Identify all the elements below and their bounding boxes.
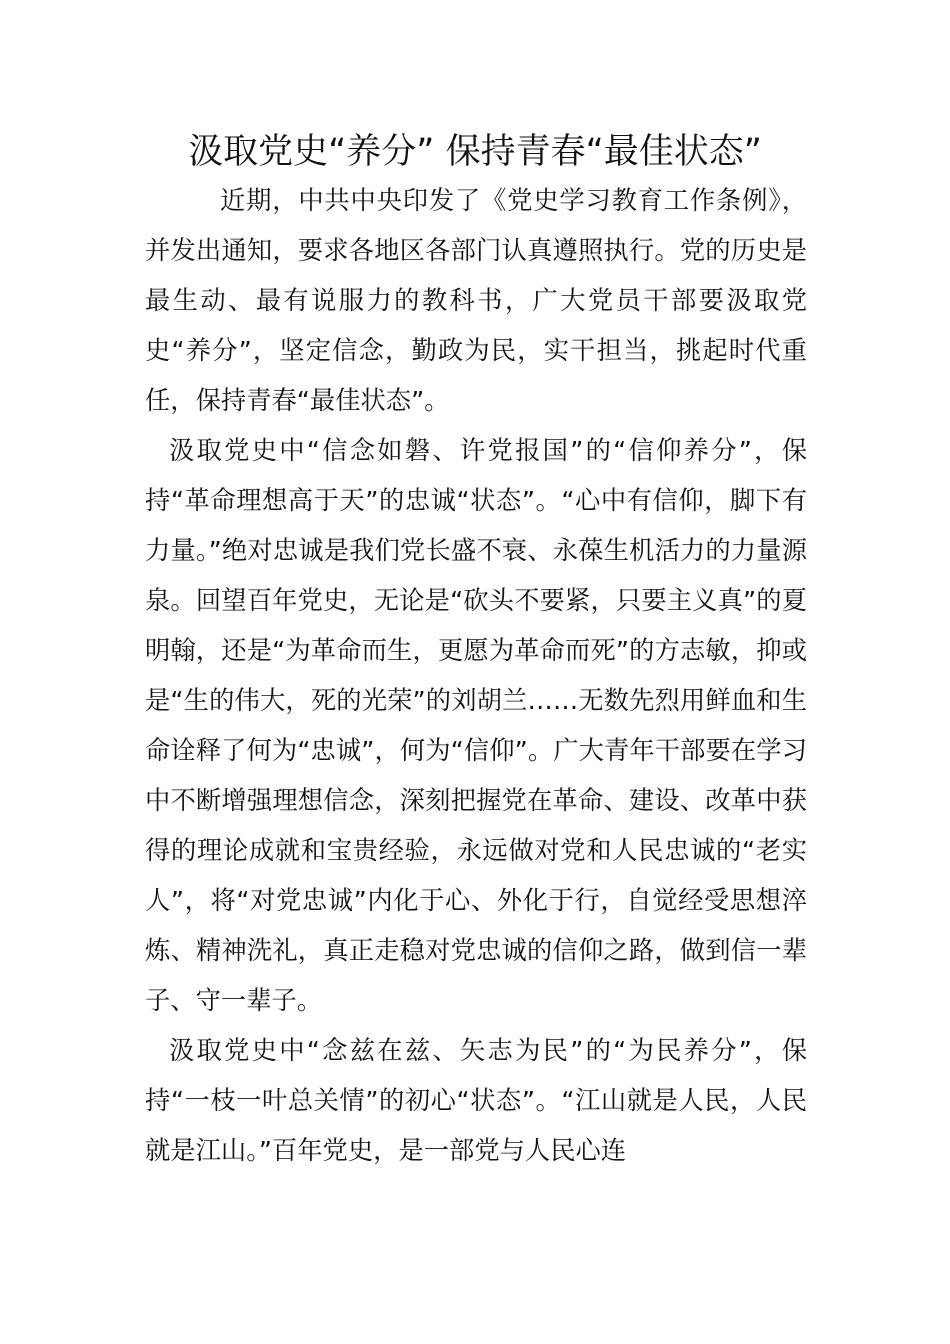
paragraph-faith: 汲取党史中“信念如磐、许党报国”的“信仰养分”，保持“革命理想高于天”的忠诚“状态”。“心中有信仰，脚下有力量。”绝对忠诚是我们党长盛不衰、永葆生机活力的力量源泉。回望百年党史，无论是“砍头不要紧，只要主义真”的夏明翰，还是“为革命而生，更愿为革命而死”的方志敏，抑或是“生的伟大，死的光荣”的刘胡兰……无数先烈用鲜血和生命诠释了何为“忠诚”，何为“信仰”。广大青年干部要在学习中不断增强理想信念，深刻把握党在革命、建设、改革中获得的理论成就和宝贵经验，永远做对党和人民忠诚的“老实人”，将“对党忠诚”内化于心、外化于行，自觉经受思想淬炼、精神洗礼，真正走稳对党忠诚的信仰之路，做到信一辈子、守一辈子。 [145,436,807,1015]
article-title: 汲取党史“养分” 保持青春“最佳状态” [188,132,762,172]
article-body [145,176,807,1176]
paragraph-intro: 近期，中共中央印发了《党史学习教育工作条例》，并发出通知，要求各地区各部门认真遵照执行。党的历史是最生动、最有说服力的教科书，广大党员干部要汲取党史“养分”，坚定信念，勤政为民，实干担当，挑起时代重任，保持青春“最佳状态”。 [145,186,807,415]
paragraph-people: 汲取党史中“念兹在兹、矢志为民”的“为民养分”，保持“一枝一叶总关情”的初心“状态”。“江山就是人民，人民就是江山。”百年党史，是一部党与人民心连 [145,1036,807,1165]
